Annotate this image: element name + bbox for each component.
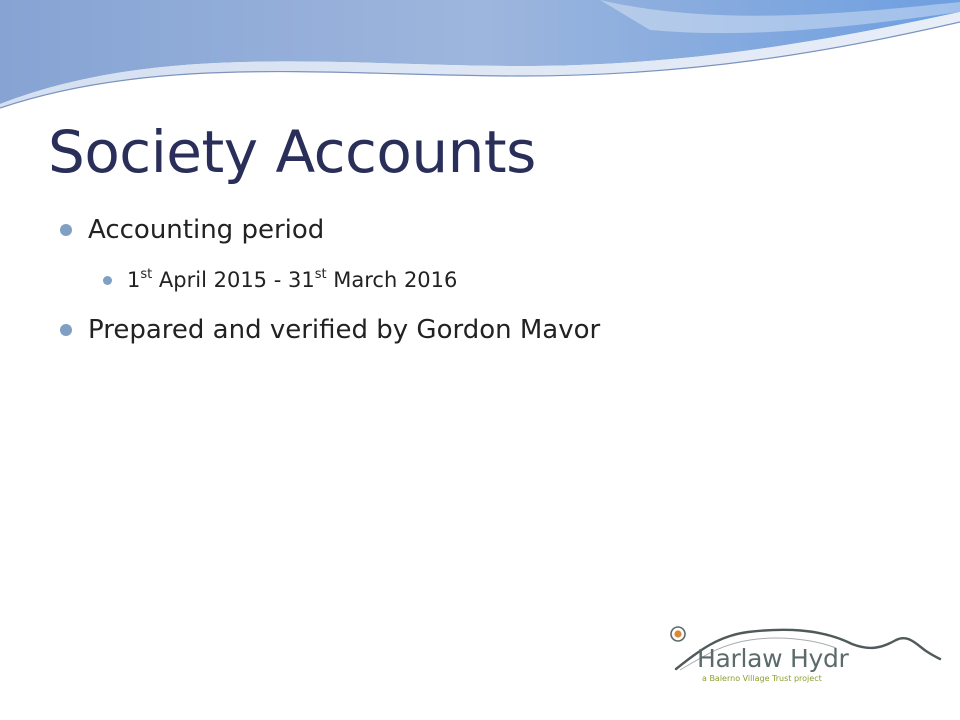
bullet-text: Prepared and verified by Gordon Mavor	[88, 315, 601, 345]
bullet-dot-icon	[60, 324, 72, 336]
bullet-dot-icon	[103, 276, 112, 285]
turbine-circle-icon	[670, 626, 686, 642]
period-start-rest: April 2015 - 31	[152, 268, 315, 292]
bullet-list	[60, 208, 920, 352]
sub-bullet-item	[60, 252, 920, 308]
bullet-text: Accounting period	[88, 215, 325, 245]
period-end-suffix: st	[314, 267, 327, 282]
period-end-rest: March 2016	[326, 268, 458, 292]
period-start-suffix: st	[140, 267, 153, 282]
logo-title: Harlaw Hydr	[697, 644, 849, 673]
header-wave-decoration	[0, 0, 960, 120]
logo-tagline: a Balerno Village Trust project	[702, 674, 822, 683]
harlaw-hydro-logo	[670, 626, 944, 692]
period-start-day: 1	[127, 268, 141, 292]
slide-title: Society Accounts	[48, 118, 536, 186]
bullet-dot-icon	[60, 224, 72, 236]
bullet-item	[60, 208, 920, 252]
bullet-item	[60, 308, 920, 352]
